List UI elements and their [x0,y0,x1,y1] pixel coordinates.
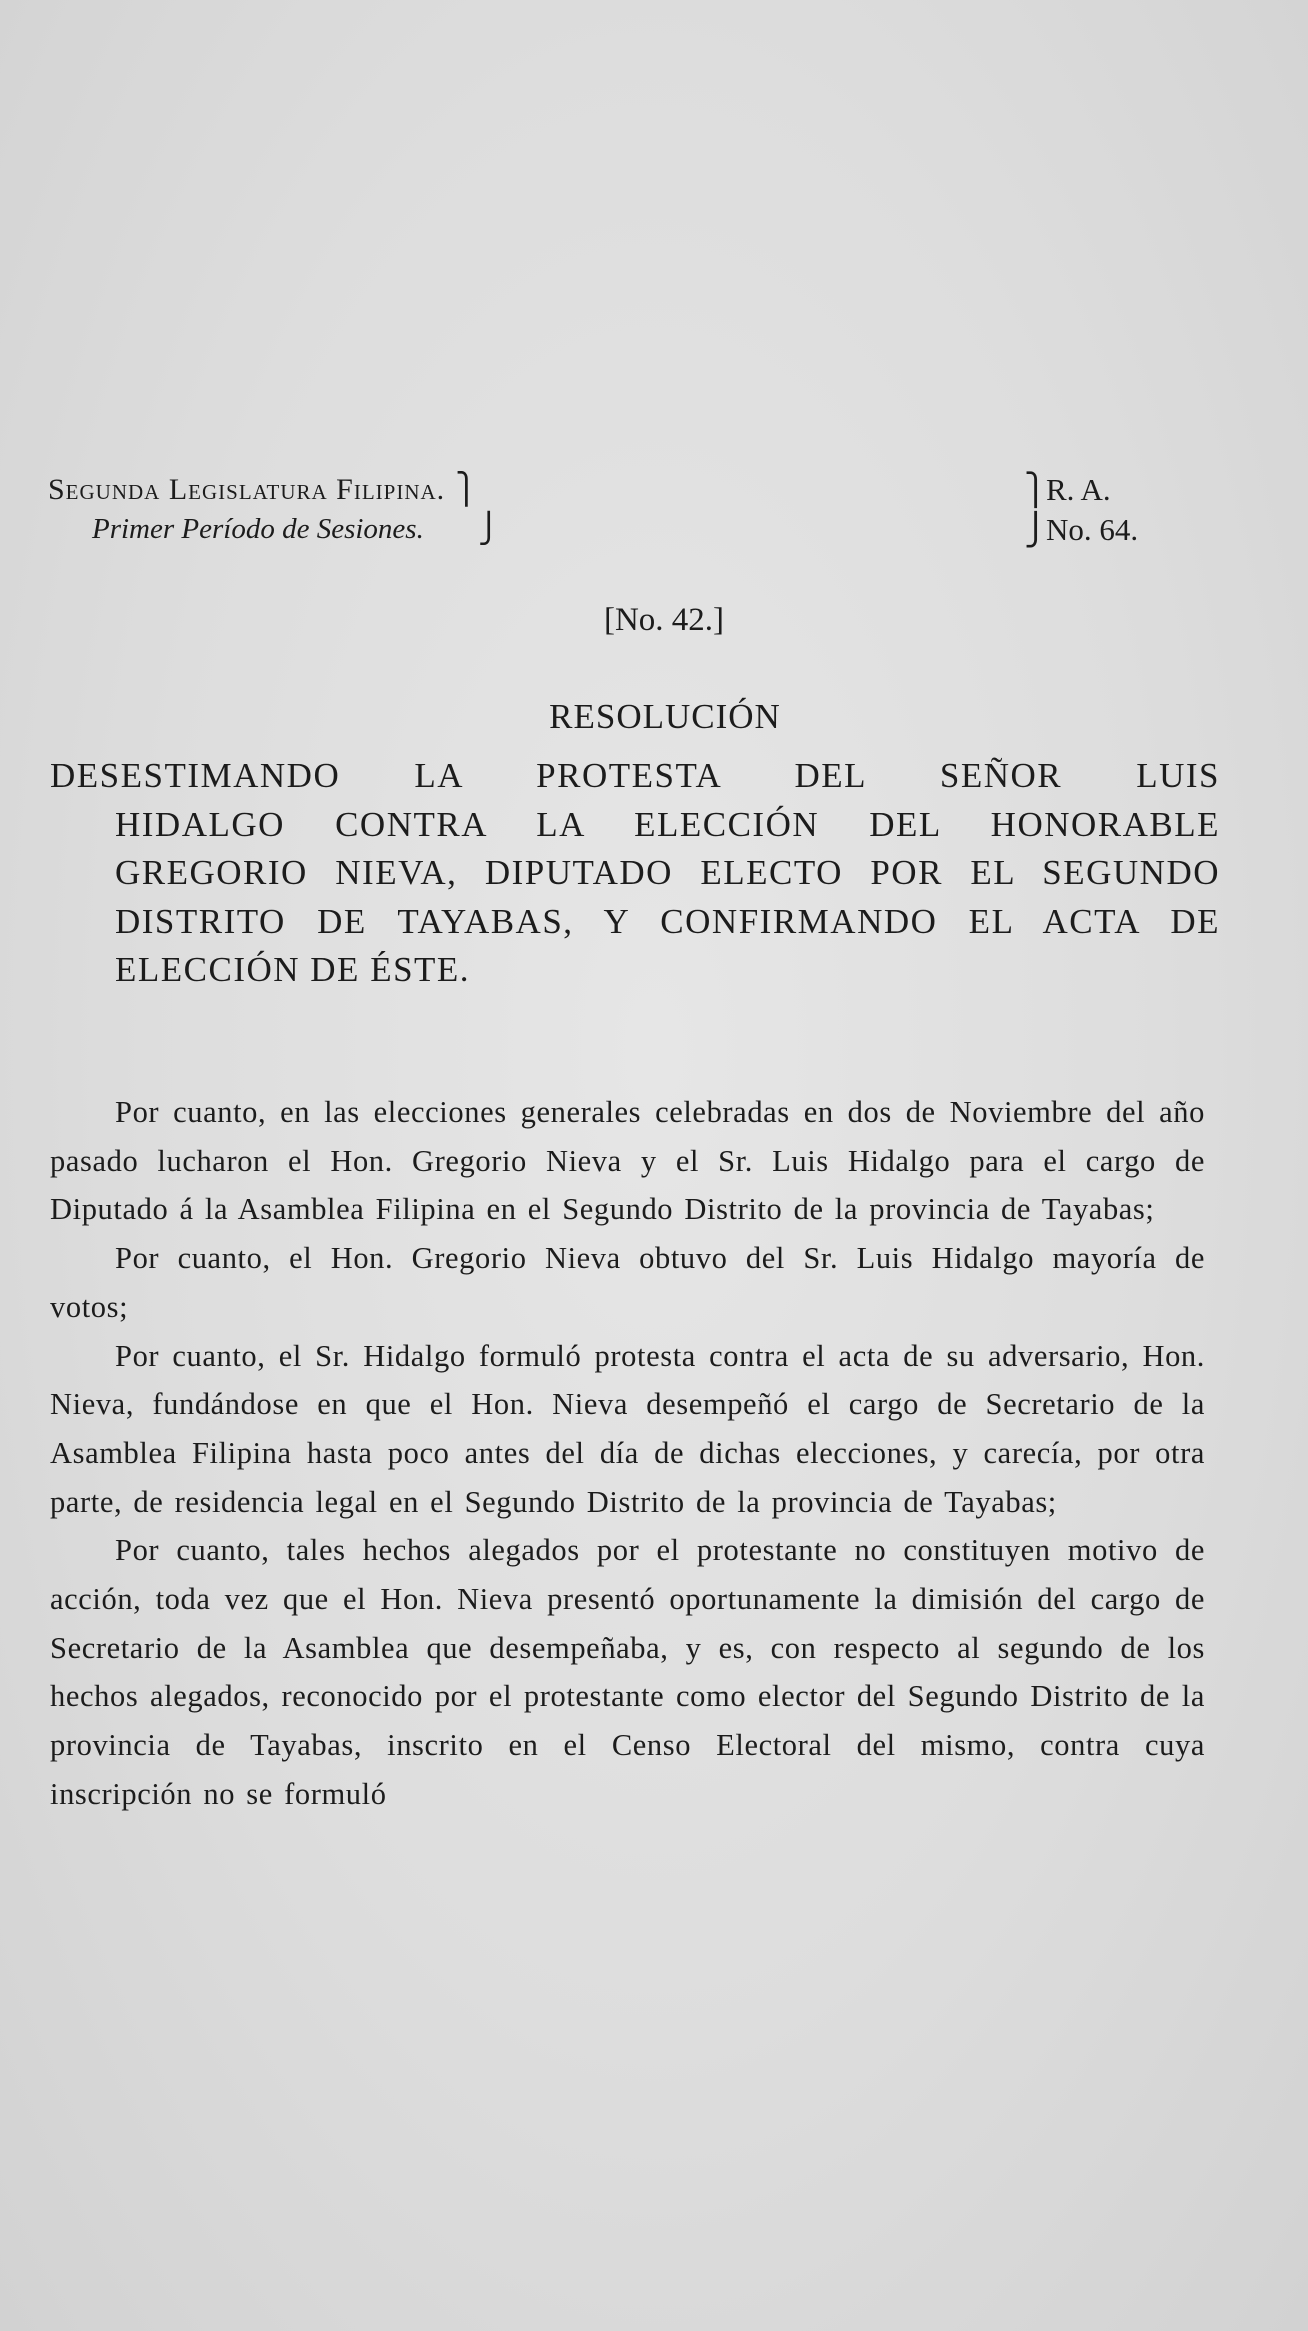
ra-code-line [1024,470,1284,510]
ra-code: R. A. [1046,472,1111,507]
document-number: [No. 42.] [603,602,725,638]
document-title: RESOLUCIÓN [549,697,781,736]
body-paragraph: Por cuanto, tales hechos alegados por el protestante no constituyen motivo de acción, toda vez que el Hon. Nieva presentó oportunamente la dimisión del cargo de Secretario de la Asamblea que desempeñaba, y es, con respecto al segundo de los hechos alegados, reconocido por el protestante como elector del Segundo Distrito de la provincia de Tayabas, inscrito en el Censo Electoral del mismo, contra cuya inscripción no se formuló [50,1533,1205,1811]
legislature-header [48,470,788,548]
brace-mark: ⎫ [1024,472,1048,507]
subtitle-continuation: HIDALGO CONTRA LA ELECCIÓN DEL HONORABLE GREGORIO NIEVA, DIPUTADO ELECTO POR EL SEGUNDO DISTRITO DE TAYABAS, Y CONFIRMANDO EL ACTA DE ELECCIÓN DE ÉSTE. [115,804,1220,989]
legislature-line [48,470,788,510]
ra-number: No. 64. [1046,512,1139,547]
legislature-name: Segunda Legislatura Filipina. [48,473,446,506]
ra-number-line [1024,510,1284,550]
session-period-line [48,510,788,548]
brace-mark: ⎭ [1024,512,1048,547]
body-paragraph: Por cuanto, el Sr. Hidalgo formuló protesta contra el acta de su adversario, Hon. Nieva, fundándose en que el Hon. Nieva desempeñó el cargo de Secretario de la Asamblea Filipina hasta poco antes del día de dichas elecciones, y carecía, por otra parte, de residencia legal en el Segundo Distrito de la provincia de Tayabas; [50,1338,1205,1519]
body-paragraph: Por cuanto, en las elecciones generales celebradas en dos de Noviembre del año pasado lucharon el Hon. Gregorio Nieva y el Sr. Luis Hidalgo para el cargo de Diputado á la Asamblea Filipina en el Segundo Distrito de la provincia de Tayabas; [50,1095,1205,1227]
brace-mark: ⎫ [455,473,479,506]
document-subtitle [50,752,1220,995]
resolution-body [50,1088,1205,1819]
subtitle-first-line: DESESTIMANDO LA PROTESTA DEL SEÑOR LUIS [50,756,1220,795]
session-period: Primer Período de Sesiones. [92,513,424,545]
brace-mark: ⎭ [477,513,500,545]
body-paragraph: Por cuanto, el Hon. Gregorio Nieva obtuvo del Sr. Luis Hidalgo mayoría de votos; [50,1241,1205,1324]
resolution-code-header [1024,470,1284,550]
